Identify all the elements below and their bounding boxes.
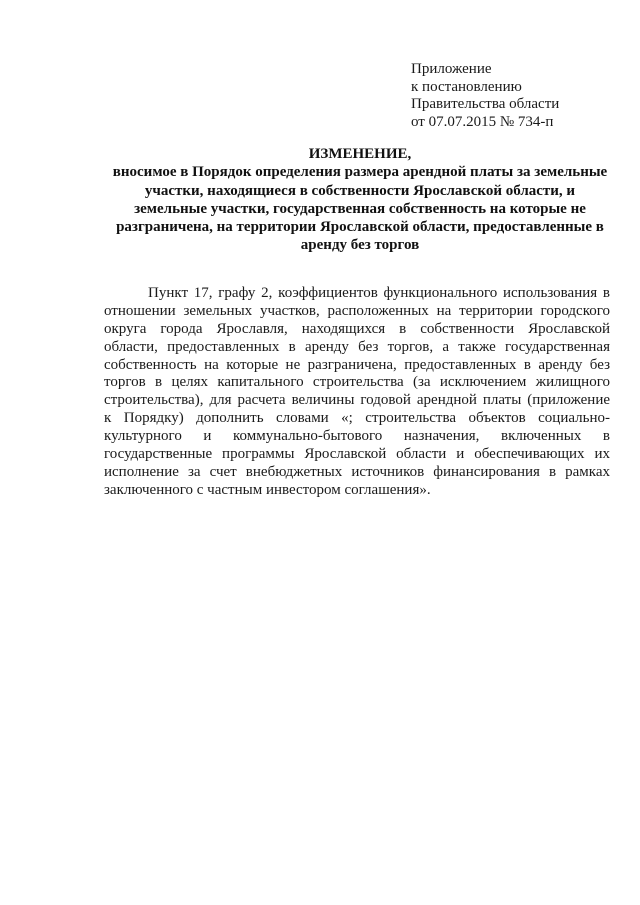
body-line: округа города Ярославля, находящихся в собственности Ярославской	[104, 320, 610, 337]
title-line: аренду без торгов	[300, 237, 420, 254]
body-line: Пункт 17, графу 2, коэффициентов функционального использования в	[148, 285, 610, 301]
body-line: собственность на которые не разграничена, предоставленных в аренду без	[104, 356, 610, 373]
appendix-block	[411, 61, 621, 132]
body-line: строительства), для расчета величины годовой арендной платы (приложение	[104, 392, 610, 409]
title-heading: ИЗМЕНЕНИЕ,	[308, 146, 412, 162]
body-line: заключенного с частным инвестором соглашения».	[104, 481, 431, 498]
body-line: исполнение за счет внебюджетных источников финансирования в рамках	[104, 463, 610, 480]
appendix-line: Правительства области	[411, 96, 560, 113]
body-line: области, предоставленных в аренду без торгов, а также государственная	[104, 338, 610, 355]
appendix-line: к постановлению	[411, 78, 522, 95]
body-line: торгов в целях капитального строительства (за исключением жилищного	[104, 374, 610, 391]
appendix-line: Приложение	[411, 61, 492, 77]
title-line: вносимое в Порядок определения размера арендной платы за земельные	[112, 164, 608, 181]
document-title	[100, 145, 620, 255]
title-line: участки, находящиеся в собственности Ярославской области, и	[144, 182, 576, 199]
title-line: земельные участки, государственная собственность на которые не	[134, 200, 586, 217]
body-paragraph	[104, 285, 610, 500]
body-line: культурного и коммунально-бытового назначения, включенных в	[104, 428, 610, 445]
appendix-line: от 07.07.2015 № 734-п	[411, 114, 554, 131]
body-line: к Порядку) дополнить словами «; строительства объектов социально-	[104, 410, 610, 427]
body-line: государственные программы Ярославской области и обеспечивающих их	[104, 446, 610, 463]
title-line: разграничена, на территории Ярославской области, предоставленные в	[116, 219, 604, 236]
body-line: отношении земельных участков, расположенных на территории городского	[104, 302, 610, 319]
